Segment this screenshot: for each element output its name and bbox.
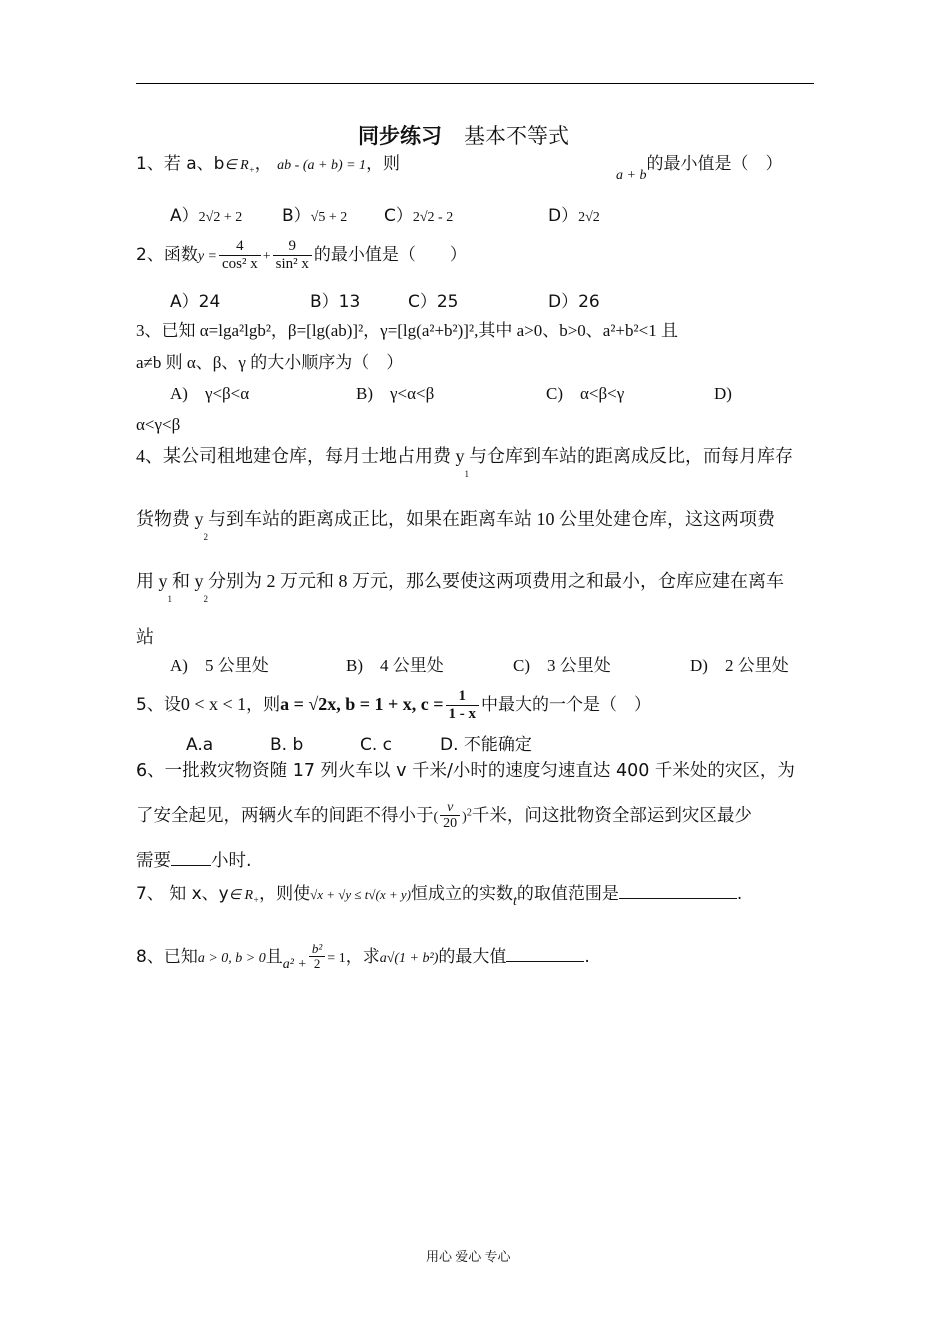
title-bold: 同步练习: [358, 124, 442, 148]
q4-line-1: 4、某公司租地建仓库，每月士地占用费 $y_1$与仓库到车站的距离成反比，而每月库存: [136, 446, 793, 479]
q6-line-2: 了安全起见，两辆火车的间距不得小于( $\frac{v}{20}$ )$^2$千米，问这批物资全部运到灾区最少: [136, 800, 752, 832]
q4-line-4: 站: [136, 627, 154, 647]
q2-ask: 的最小值是（ ）: [313, 245, 467, 265]
q4-line-2: 货物费 $y_2$与到车站的距离成正比，如果在距离车站 10 公里处建仓库，这这两项费: [136, 509, 775, 542]
q7-set: ∈ $R_+$: [228, 888, 260, 905]
q4-option-c: C) 3 公里处: [513, 656, 611, 675]
q2-option-c: C）25: [408, 292, 459, 312]
q6-line-3: 需要 小时.: [136, 851, 252, 871]
q3-option-a: A) γ<β<α: [170, 384, 250, 403]
q2-option-a: A）24: [170, 292, 221, 312]
q1-prefix: 1、若 a、b: [136, 154, 225, 174]
q5-fraction: $\frac{1}{1 - x}$: [446, 688, 480, 722]
q2-fraction-1: $\frac{4}{\text{cos² x}}$: [219, 238, 261, 272]
q4-line-3: 用 $y_1$和 $y_2$分别为 2 万元和 8 万元，那么要使这两项费用之和最小，仓库应建在离车: [136, 571, 784, 604]
q1-option-d-value: 2√2: [578, 210, 600, 225]
q2-y: y =: [197, 249, 217, 264]
q5-line: 5、设0 < x < 1，则a = √2x, b = 1 + x, c = $\frac{1}{1 - x}$ 中最大的一个是（ ）: [136, 688, 652, 722]
q2-option-d: D）26: [548, 292, 600, 312]
q3-line-2: a≠b 则 α、β、γ 的大小顺序为（ ）: [136, 353, 404, 372]
header-rule: [136, 83, 814, 84]
q7-answer-blank[interactable]: [619, 898, 737, 899]
q7-line: 7、 知 x、y∈ $R_+$，则使√x + √y ≤ t√(x + y)恒成立的实数$_t$的取值范围是 .: [136, 884, 743, 909]
q4-option-d: D) 2 公里处: [690, 656, 789, 675]
q8-answer-blank[interactable]: [506, 961, 584, 962]
q1-option-b: B）√5 + 2: [282, 206, 348, 226]
q1-option-d: D）2√2: [548, 206, 600, 226]
q1-ask-line: [616, 154, 783, 183]
q8-expr: a√(1 + b²): [379, 950, 439, 966]
q6-fraction: $\frac{v}{20}$: [440, 800, 460, 832]
q6-line-1: 6、一批救灾物资随 17 列火车以 v 千米/小时的速度匀速直达 400 千米处的灾区，为: [136, 761, 795, 781]
q1-option-a: A）2√2 + 2: [170, 206, 243, 226]
q1-set: ∈ $R_+$: [224, 158, 255, 175]
q5-option-a: A.a: [186, 735, 214, 755]
q1-option-c-value: 2√2 - 2: [412, 210, 454, 225]
q7-t: t: [513, 894, 517, 909]
q2-prefix: 2、函数: [136, 245, 198, 265]
q5-ask: 中最大的一个是（ ）: [481, 695, 652, 715]
q4-option-b: B) 4 公里处: [346, 656, 444, 675]
q5-option-b: B. b: [270, 735, 304, 755]
page-title: [358, 126, 569, 147]
q5-range: 0 < x < 1: [180, 694, 247, 714]
q2-line: 2、函数y = $\frac{4}{\text{cos² x}}$ + $\frac{9}{\text{sin² x}}$ 的最小值是（ ）: [136, 238, 467, 272]
q1-expr: a + b: [616, 168, 647, 183]
q3-option-d: D): [714, 384, 732, 403]
q1-line: 1、若 a、b∈ $R_+$， ab - (a + b) = 1，则: [136, 154, 401, 175]
q5-option-c: C. c: [360, 735, 393, 755]
q4-option-a: A) 5 公里处: [170, 656, 269, 675]
q1-condition: ab - (a + b) = 1: [277, 158, 367, 173]
q1-ask: 的最小值是（ ）: [646, 154, 783, 174]
q7-inequality: √x + √y ≤ t√(x + y): [310, 887, 412, 902]
q6-answer-blank[interactable]: [171, 865, 211, 866]
q5-option-d: D. 不能确定: [440, 735, 532, 755]
q1-then: ，则: [366, 154, 401, 174]
q8-line: 8、已知a > 0, b > 0且$_{a^2 +}$ $\frac{\text{b²}}{2}$ = 1，求a√(1 + b²)的最大值 .: [136, 941, 590, 972]
title-rest: 基本不等式: [464, 124, 569, 148]
q1-option-a-value: 2√2 + 2: [198, 210, 243, 225]
q1-option-b-value: √5 + 2: [310, 210, 348, 225]
q8-condition: a > 0, b > 0: [197, 950, 266, 966]
q8-fraction: $\frac{\text{b²}}{2}$: [309, 942, 325, 972]
q3-option-d-cont: α<γ<β: [136, 415, 181, 434]
q3-option-c: C) α<β<γ: [546, 384, 625, 403]
q1-option-c: C）2√2 - 2: [384, 206, 454, 226]
q5-expr: a = √2x, b = 1 + x, c =: [280, 694, 444, 714]
q3-line-1: 3、已知 α=lga²lgb²，β=[lg(ab)]²，γ=[lg(a²+b²)]²,其中 a>0、b>0、a²+b²<1 且: [136, 321, 678, 340]
q2-option-b: B）13: [310, 292, 361, 312]
page-footer: 用心 爱心 专心: [426, 1249, 511, 1264]
q2-fraction-2: $\frac{9}{\text{sin² x}}$: [273, 238, 312, 272]
q3-option-b: B) γ<α<β: [356, 384, 435, 403]
